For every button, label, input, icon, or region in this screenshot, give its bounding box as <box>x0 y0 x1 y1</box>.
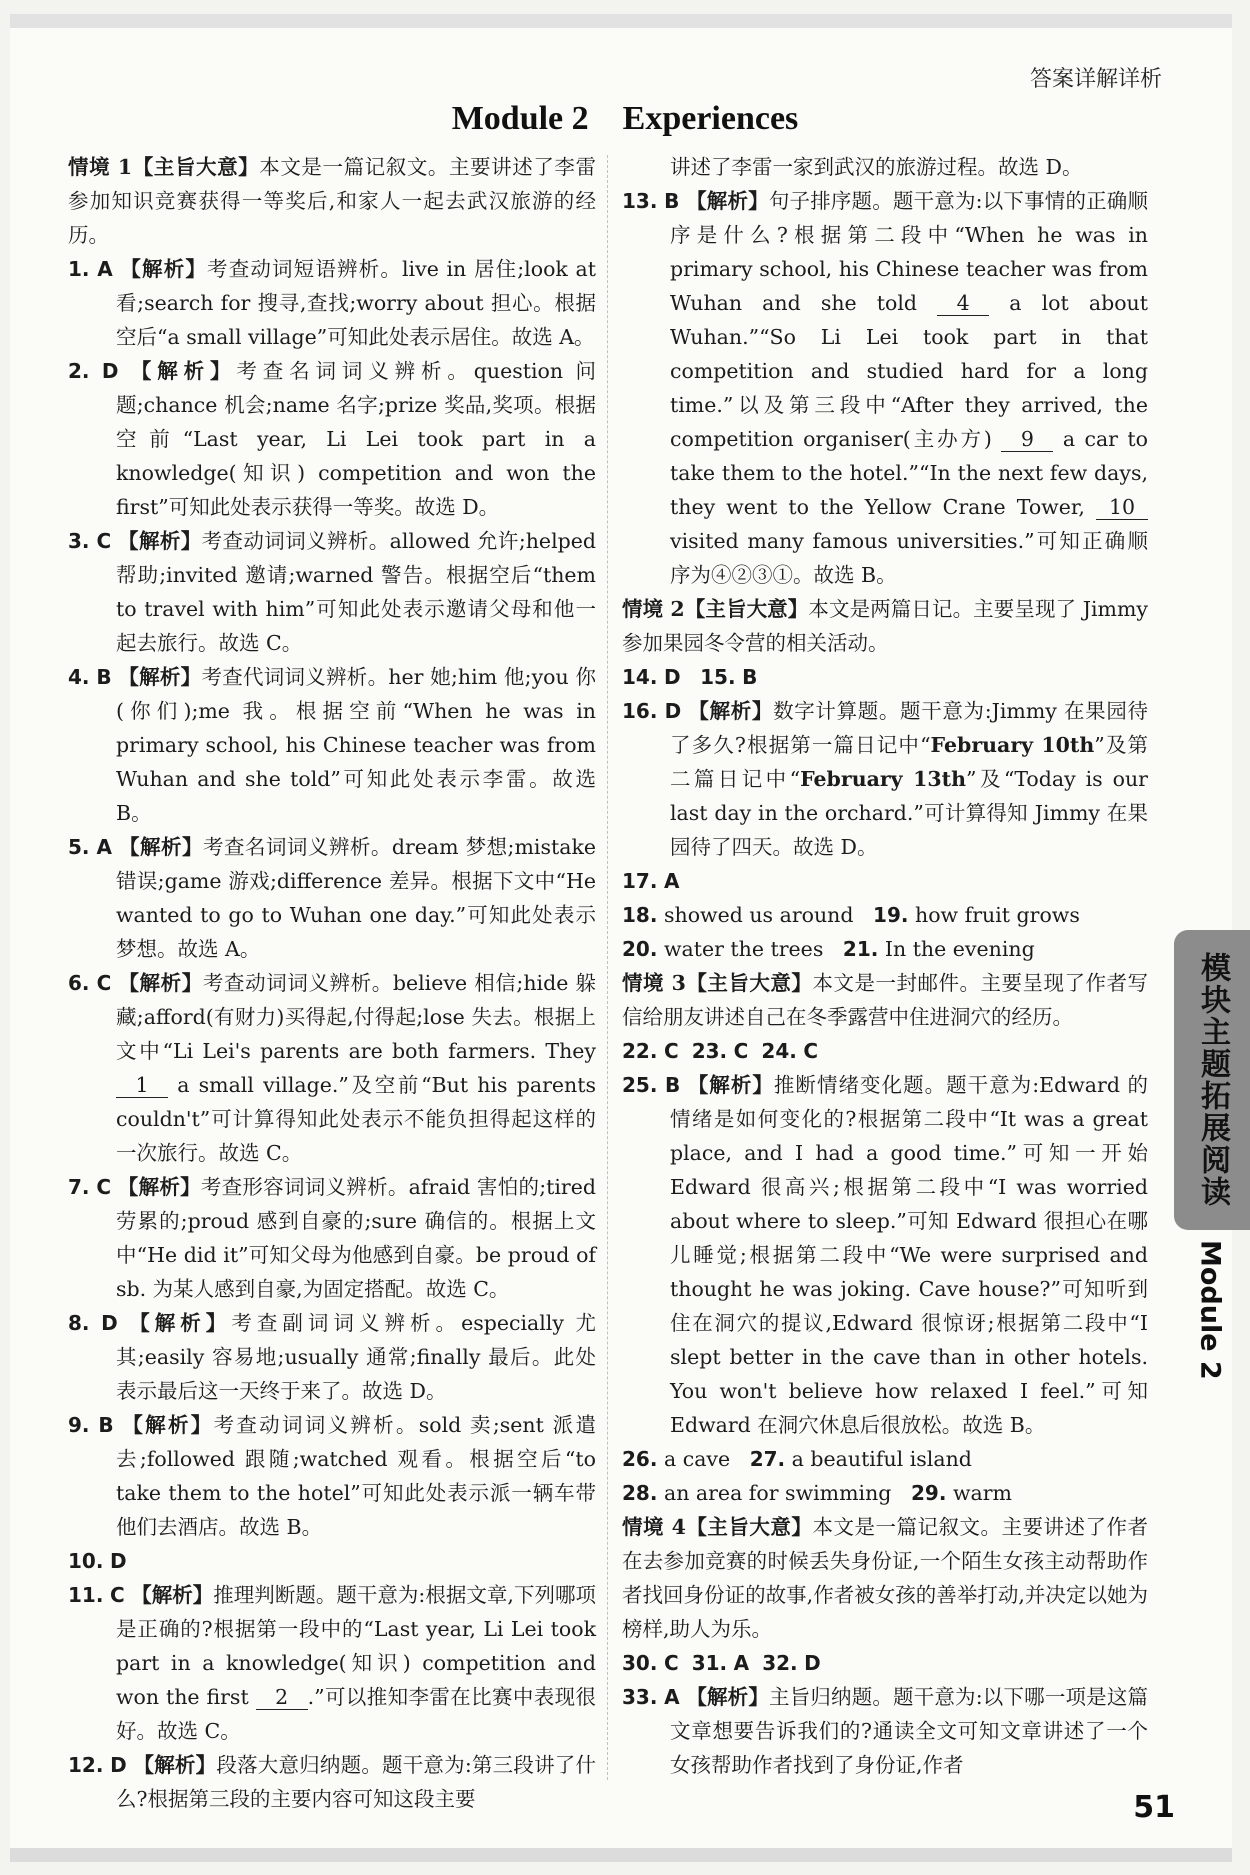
text-span: ”及“Today is our last day in the orchard.”可计算得知 Jimmy 在果园待了四天。故选 D。 <box>670 767 1148 859</box>
answers-20-21 <box>622 932 1148 966</box>
text-span: 31. <box>691 1651 728 1675</box>
text-span: 【解析】 <box>686 1685 770 1709</box>
scenario-3-summary <box>622 966 1148 1034</box>
answers-18-19 <box>622 898 1148 932</box>
text-span: 21. <box>842 937 879 961</box>
text-span: a car to take them to the hotel.”“In the next few days, they went to the Yellow Crane Tower, <box>670 427 1148 519</box>
scenario-4-summary <box>622 1510 1148 1646</box>
text-span: Module 2 <box>1194 1240 1226 1380</box>
text-span: 段落大意归纳题。题干意为:第三段讲了什么?根据第三段的主要内容可知这段主要 <box>116 1753 597 1811</box>
text-span: In the evening <box>884 937 1035 961</box>
text-span: 考查动词词义辨析。allowed 允许;helped 帮助;invited 邀请;warned 警告。根据空后“them to travel with him”可知此处表示邀请父母和他一起去旅行。故选 C。 <box>116 529 597 655</box>
answer-8 <box>68 1306 596 1408</box>
text-span: 句子排序题。题干意为:以下事情的正确顺序是什么?根据第二段中“When he was in primary school, his Chinese teacher was from Wuhan and she told <box>670 189 1148 315</box>
text-span: 【解析】 <box>129 1311 232 1335</box>
text-span: 10. <box>68 1549 104 1573</box>
text-span: 考查名词词义辨析。question 问题;chance 机会;name 名字;prize 奖品,奖项。根据空前“Last year, Li Lei took part in a knowledge(知识) competition and won the first”可知此处表示获得一等奖。故选 D。 <box>116 359 596 519</box>
answers-14-15 <box>622 660 1148 694</box>
text-span: 【解析】 <box>122 1413 214 1437</box>
side-tab-label: 模块主题拓展阅读 <box>1195 952 1230 1208</box>
text-span: 考查动词词义辨析。sold 卖;sent 派遣去;followed 跟随;watched 观看。根据空后“to take them to the hotel”可知此处表示派一辆车带他们去酒店。故选 B。 <box>116 1413 596 1539</box>
text-span: 考查副词词义辨析。especially 尤其;easily 容易地;usually 通常;finally 最后。此处表示最后这一天终于来了。故选 D。 <box>116 1311 596 1403</box>
running-header: 答案详解详析 <box>1029 67 1162 92</box>
scan-edge-bottom <box>10 1848 1232 1862</box>
text-span: C <box>96 529 112 553</box>
answer-1 <box>68 252 596 354</box>
text-span: 8. <box>68 1311 90 1335</box>
answer-blank: 2 <box>256 1685 308 1710</box>
page-number: 51 <box>1133 1790 1175 1825</box>
answer-5 <box>68 830 596 966</box>
text-span: 30. <box>622 1651 658 1675</box>
answer-6 <box>68 966 596 1170</box>
text-span: 11. <box>68 1583 104 1607</box>
text-span: 29. <box>911 1481 947 1505</box>
text-span: showed us around <box>663 903 854 927</box>
text-span: D <box>101 1311 118 1335</box>
text-span: 3. <box>68 529 90 553</box>
answer-blank: 9 <box>1001 427 1053 452</box>
text-span: 【解析】 <box>119 835 203 859</box>
text-span: 【解析】 <box>117 1175 201 1199</box>
answer-12-continued <box>622 150 1148 184</box>
text-span: 【解析】 <box>686 189 769 213</box>
text-span: 9. <box>68 1413 90 1437</box>
answer-3 <box>68 524 596 660</box>
text-span: 32. <box>762 1651 798 1675</box>
answer-10 <box>68 1544 596 1578</box>
text-span: February 10th <box>930 733 1095 757</box>
text-span: 5. <box>68 835 90 859</box>
text-span: C <box>96 1175 111 1199</box>
text-span: C <box>733 1039 749 1063</box>
text-span: 【解析】 <box>118 665 202 689</box>
text-span: D <box>663 665 681 689</box>
text-span: 本文是一篇记叙文。主要讲述了作者在去参加竞赛的时候丢失身份证,一个陌生女孩主动帮助作者找回身份证的故事,作者被女孩的善举打动,并决定以她为榜样,助人为乐。 <box>622 1515 1149 1641</box>
text-span: 数字计算题。题干意为:Jimmy 在果园待了多久?根据第一篇日记中“ <box>670 699 1148 757</box>
right-column <box>622 150 1148 1782</box>
text-span: 24. <box>761 1039 797 1063</box>
text-span: A <box>733 1651 750 1675</box>
text-span: 考查名词词义辨析。dream 梦想;mistake 错误;game 游戏;difference 差异。根据下文中“He wanted to go to Wuhan one day.”可知此处表示梦想。故选 A。 <box>116 835 596 961</box>
text-span: 26. <box>622 1447 658 1471</box>
text-span: 【解析】 <box>118 529 202 553</box>
text-span: 4. <box>68 665 90 689</box>
text-span: a cave <box>663 1447 731 1471</box>
text-span: 15. <box>700 665 736 689</box>
text-span: a beautiful island <box>791 1447 972 1471</box>
text-span: 19. <box>873 903 909 927</box>
text-span: 【解析】 <box>131 1583 214 1607</box>
text-span: .”可以推知李雷在比赛中表现很好。故选 C。 <box>116 1685 596 1743</box>
text-span: 【解析】 <box>688 699 774 723</box>
text-span: how fruit grows <box>915 903 1080 927</box>
answer-33 <box>622 1680 1148 1782</box>
text-span: 1. <box>68 257 90 281</box>
text-span: B <box>96 665 112 689</box>
answer-25 <box>622 1068 1148 1442</box>
text-span: C <box>803 1039 819 1063</box>
answer-blank: 1 <box>116 1073 168 1098</box>
text-span: 情境 3【主旨大意】 <box>622 971 813 995</box>
text-span: B <box>98 1413 114 1437</box>
answer-2 <box>68 354 596 524</box>
text-span: C <box>663 1651 679 1675</box>
text-span: 考查代词词义辨析。her 她;him 他;you 你(你们);me 我。根据空前“When he was in primary school, his Chinese teacher was from Wuhan and she told”可知此处表示李雷。故选 B。 <box>116 665 596 825</box>
text-span: 6. <box>68 971 90 995</box>
answer-7 <box>68 1170 596 1306</box>
answer-9 <box>68 1408 596 1544</box>
text-span: 2. <box>68 359 90 383</box>
scenario-2-summary <box>622 592 1148 660</box>
text-span: A <box>663 869 680 893</box>
text-span: 7. <box>68 1175 90 1199</box>
text-span: 22. <box>622 1039 658 1063</box>
text-span: 情境 4【主旨大意】 <box>622 1515 813 1539</box>
text-span: D <box>101 359 119 383</box>
text-span: 13. <box>622 189 658 213</box>
text-span: 27. <box>749 1447 786 1471</box>
text-span: 【解析】 <box>133 1753 217 1777</box>
text-span: 考查形容词词义辨析。afraid 害怕的;tired 劳累的;proud 感到自豪的;sure 确信的。根据上文中“He did it”可知父母为他感到自豪。be proud of sb. 为某人感到自豪,为固定搭配。故选 C。 <box>116 1175 596 1301</box>
text-span: 【解析】 <box>687 1073 774 1097</box>
answer-4 <box>68 660 596 830</box>
text-span: 考查动词短语辨析。live in 居住;look at 看;search for 搜寻,查找;worry about 担心。根据空后“a small village”可知此处表示居住。故选 A。 <box>116 257 596 349</box>
text-span: C <box>109 1583 125 1607</box>
left-column <box>68 150 596 1816</box>
text-span: 14. <box>622 665 658 689</box>
text-span: 17. <box>622 869 658 893</box>
text-span: 12. <box>68 1753 104 1777</box>
text-span: C <box>96 971 112 995</box>
side-module-label <box>1182 1240 1238 1400</box>
answer-11 <box>68 1578 596 1748</box>
answer-16 <box>622 694 1148 864</box>
answer-13 <box>622 184 1148 592</box>
text-span: B <box>742 665 758 689</box>
text-span: visited many famous universities.”可知正确顺序为④②③①。故选 B。 <box>670 529 1148 587</box>
answer-12 <box>68 1748 596 1816</box>
text-span: 【解析】 <box>120 257 208 281</box>
answer-blank: 10 <box>1096 495 1148 520</box>
text-span: D <box>804 1651 821 1675</box>
text-span: ”及第二篇日记中“ <box>670 733 1148 791</box>
text-span: D <box>110 1753 127 1777</box>
text-span: 28. <box>622 1481 658 1505</box>
answers-28-29 <box>622 1476 1148 1510</box>
text-span: D <box>664 699 682 723</box>
text-span: 18. <box>622 903 658 927</box>
column-divider <box>607 155 608 1780</box>
text-span: 【解析】 <box>130 359 237 383</box>
text-span: a small village.”及空前“But his parents couldn't”可计算得知此处表示不能负担得起这样的一次旅行。故选 C。 <box>116 1073 596 1165</box>
text-span: 讲述了李雷一家到武汉的旅游过程。故选 D。 <box>670 155 1083 179</box>
text-span: 情境 1【主旨大意】 <box>68 155 260 179</box>
text-span: warm <box>952 1481 1012 1505</box>
text-span: C <box>663 1039 679 1063</box>
text-span: 【解析】 <box>118 971 203 995</box>
answers-26-27 <box>622 1442 1148 1476</box>
text-span: A <box>96 835 113 859</box>
text-span: 16. <box>622 699 658 723</box>
text-span: 23. <box>691 1039 728 1063</box>
text-span: 20. <box>622 937 658 961</box>
text-span: A <box>97 257 113 281</box>
text-span: 推断情绪变化题。题干意为:Edward 的情绪是如何变化的?根据第二段中“It was a great place, and I had a good time.”可知一开始 Edward 很高兴;根据第二段中“I was worried about where to sleep.”可知 Edward 很担心在哪儿睡觉;根据第二段中“We were surprised and thought he was joking. Cave house?”可知听到住在洞穴的提议,Edward 很惊讶;根据第二段中“I slept better in the cave than in other hotels. You won't believe how relaxed I feel.”可知 Edward 在洞穴休息后很放松。故选 B。 <box>670 1073 1148 1437</box>
text-span: B <box>664 189 680 213</box>
text-span: 本文是两篇日记。主要呈现了 Jimmy 参加果园冬令营的相关活动。 <box>622 597 1149 655</box>
text-span: 情境 2【主旨大意】 <box>622 597 809 621</box>
text-span: 考查动词词义辨析。believe 相信;hide 躲藏;afford(有财力)买得起,付得起;lose 失去。根据上文中“Li Lei's parents are both farmers. They <box>116 971 596 1063</box>
text-span: 推理判断题。题干意为:根据文章,下列哪项是正确的?根据第一段中的“Last year, Li Lei took part in a knowledge(知识) competition and won the first <box>116 1583 596 1709</box>
text-span: 本文是一封邮件。主要呈现了作者写信给朋友讲述自己在冬季露营中住进洞穴的经历。 <box>622 971 1149 1029</box>
text-span: an area for swimming <box>663 1481 892 1505</box>
page-title: Module 2 Experiences <box>451 100 799 137</box>
text-span: 本文是一篇记叙文。主要讲述了李雷参加知识竞赛获得一等奖后,和家人一起去武汉旅游的经历。 <box>68 155 597 247</box>
text-span: 主旨归纳题。题干意为:以下哪一项是这篇文章想要告诉我们的?通读全文可知文章讲述了一个女孩帮助作者找到了身份证,作者 <box>670 1685 1149 1777</box>
text-span: 25. <box>622 1073 658 1097</box>
text-span: A <box>664 1685 680 1709</box>
side-tab <box>1174 930 1250 1230</box>
text-span: B <box>664 1073 681 1097</box>
answer-blank: 4 <box>937 291 989 316</box>
scenario-1-summary <box>68 150 596 252</box>
text-span: D <box>109 1549 127 1573</box>
answers-22-24 <box>622 1034 1148 1068</box>
text-span: water the trees <box>663 937 824 961</box>
text-span: 33. <box>622 1685 658 1709</box>
text-span: a lot about Wuhan.”“So Li Lei took part in that competition and studied hard for a long time.”以及第三段中“After they arrived, the competition organiser(主办方) <box>670 291 1148 451</box>
answers-30-32 <box>622 1646 1148 1680</box>
scan-edge-top <box>10 14 1232 28</box>
text-span: February 13th <box>800 767 967 791</box>
answer-17 <box>622 864 1148 898</box>
